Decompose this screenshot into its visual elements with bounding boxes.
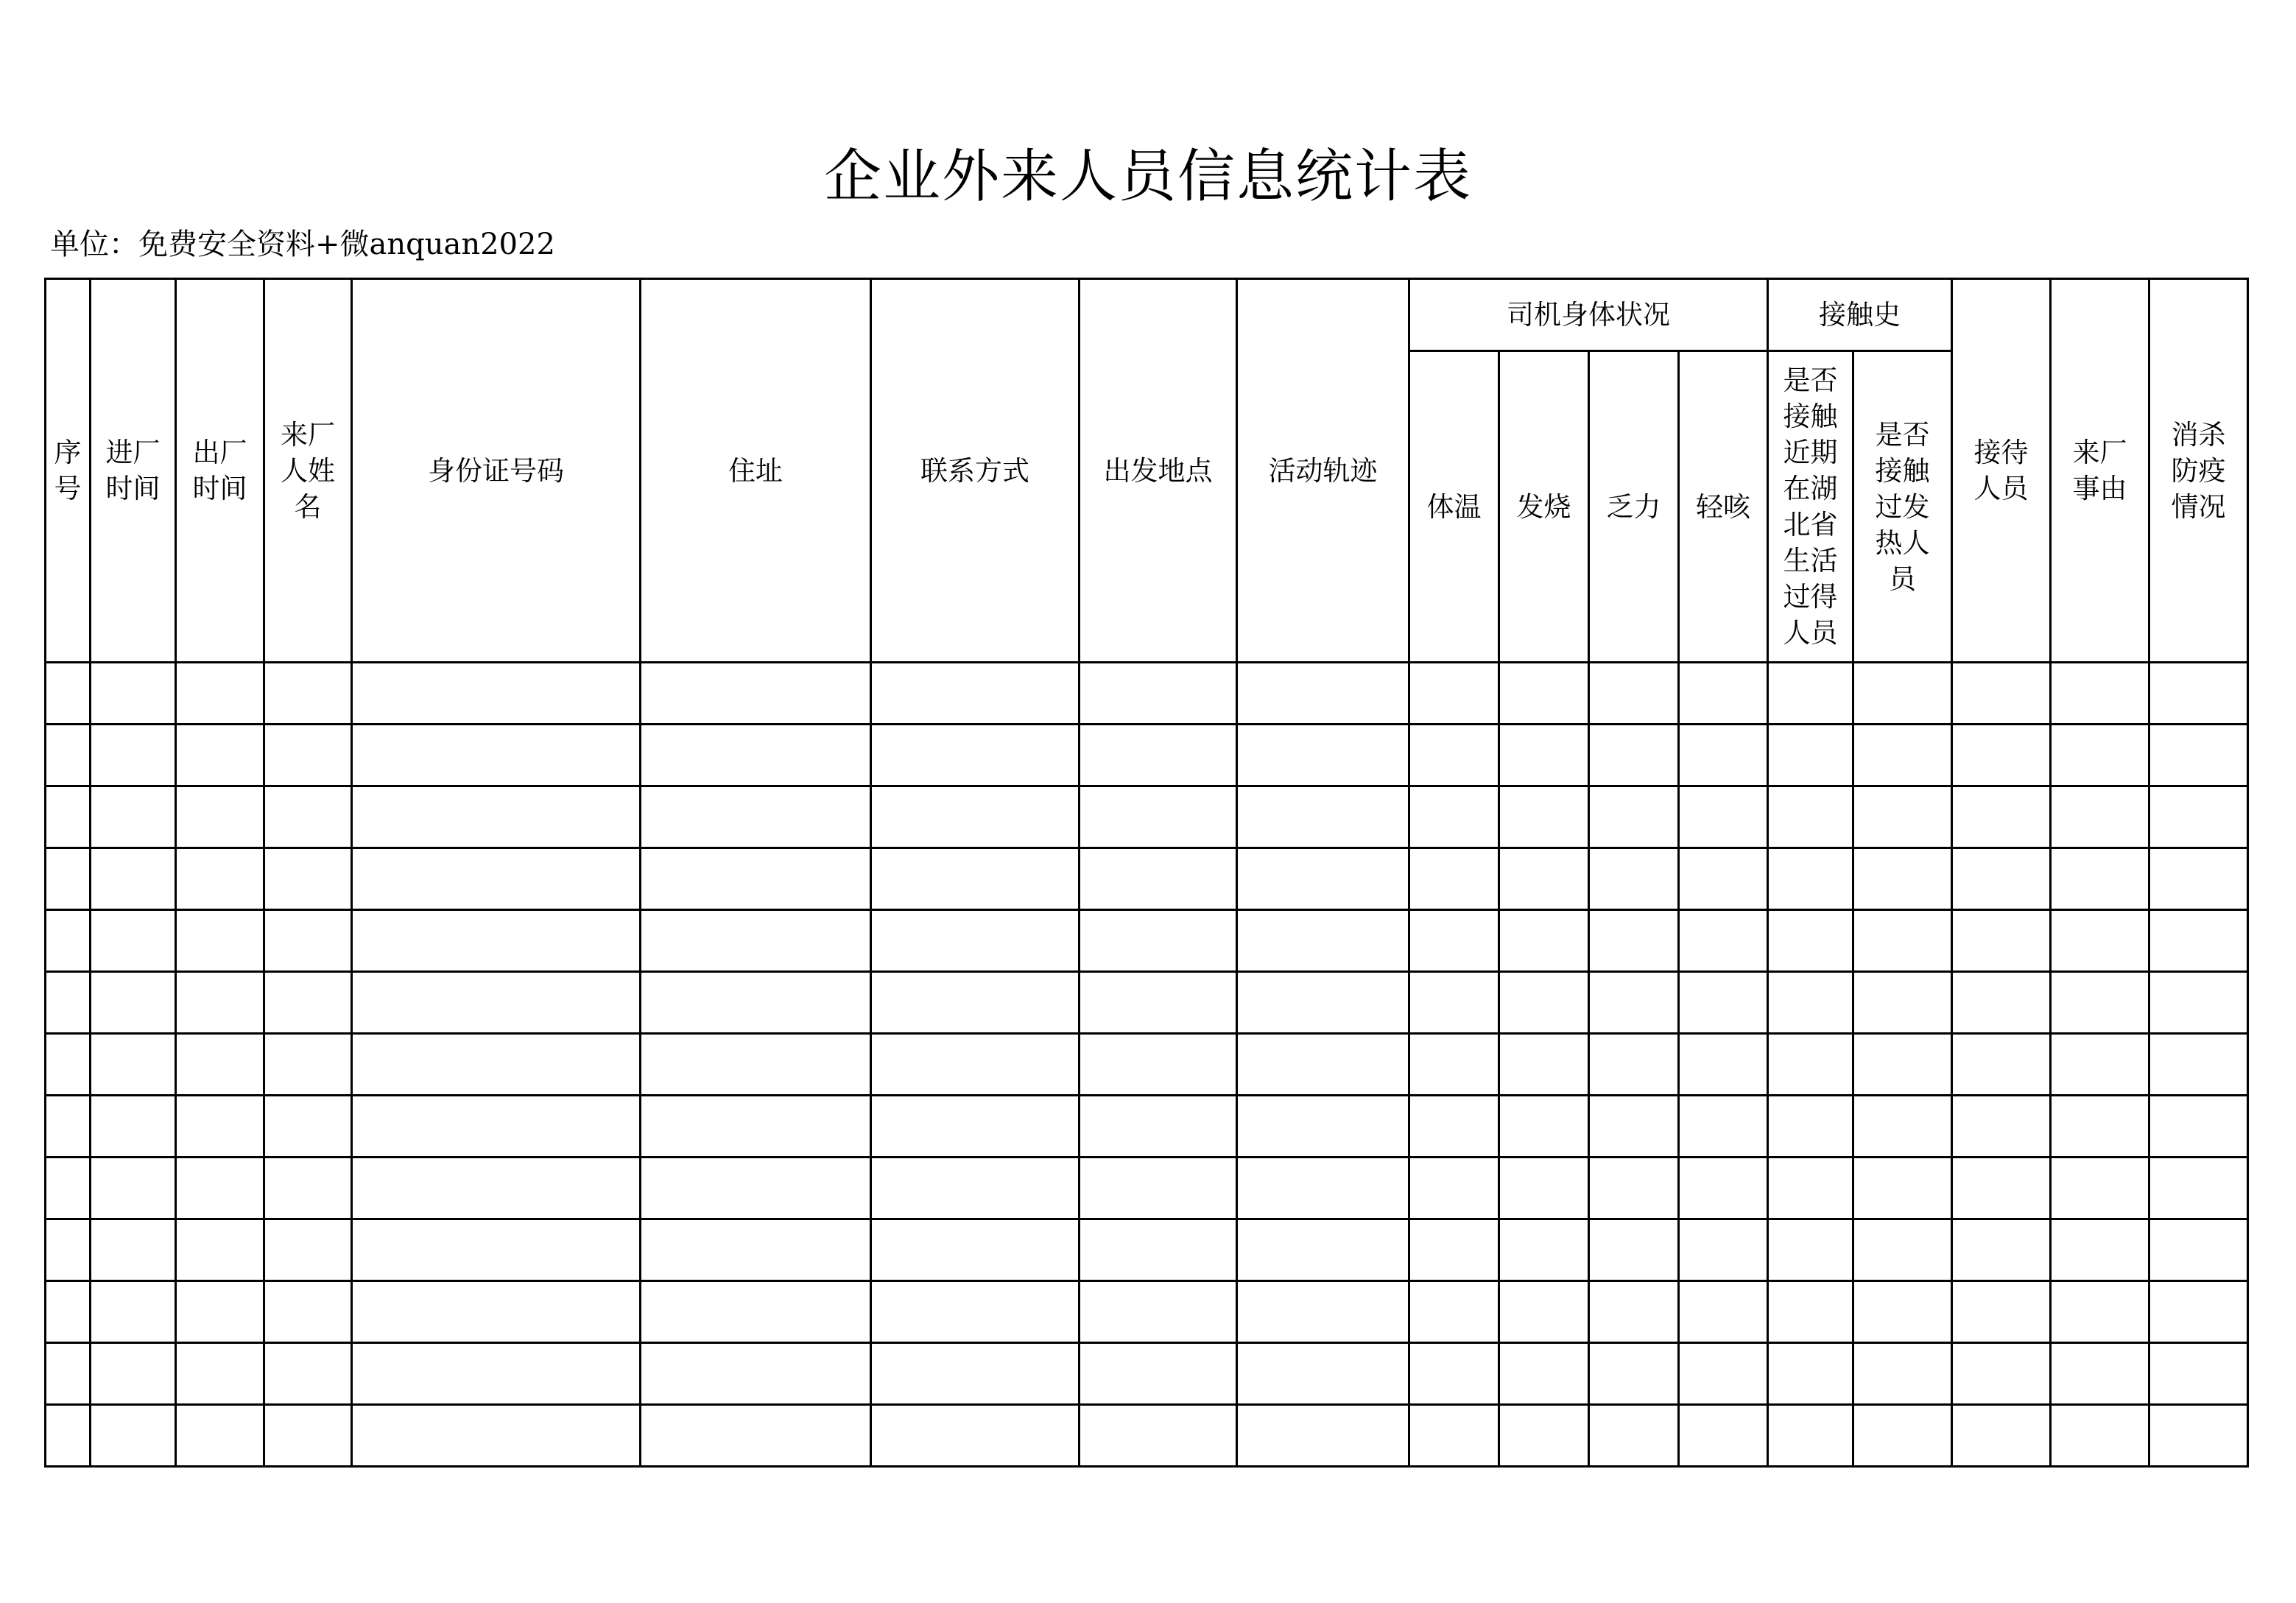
table-cell[interactable] [2051, 725, 2149, 786]
table-cell[interactable] [1679, 663, 1768, 725]
table-cell[interactable] [176, 1343, 264, 1405]
header-trajectory: 活动轨迹 [1237, 279, 1409, 663]
table-cell[interactable] [1080, 910, 1237, 972]
table-cell[interactable] [46, 972, 91, 1034]
table-cell[interactable] [264, 1405, 352, 1467]
table-cell[interactable] [1237, 1034, 1409, 1096]
table-row [46, 1219, 2248, 1281]
table-cell[interactable] [264, 725, 352, 786]
table-cell[interactable] [1679, 786, 1768, 848]
table-cell[interactable] [352, 848, 641, 910]
table-cell[interactable] [352, 1281, 641, 1343]
table-cell[interactable] [641, 1219, 871, 1281]
table-cell[interactable] [1768, 1405, 1853, 1467]
table-cell[interactable] [91, 848, 176, 910]
table-cell[interactable] [352, 663, 641, 725]
table-cell[interactable] [1768, 1158, 1853, 1219]
table-cell[interactable] [2051, 1281, 2149, 1343]
table-cell[interactable] [2149, 786, 2248, 848]
table-cell[interactable] [1499, 910, 1589, 972]
table-cell[interactable] [264, 663, 352, 725]
table-cell[interactable] [871, 972, 1080, 1034]
table-cell[interactable] [1853, 725, 1952, 786]
table-cell[interactable] [871, 1034, 1080, 1096]
table-cell[interactable] [871, 1405, 1080, 1467]
table-cell[interactable] [1080, 786, 1237, 848]
table-cell[interactable] [91, 1096, 176, 1158]
table-cell[interactable] [1237, 848, 1409, 910]
table-cell[interactable] [1952, 848, 2051, 910]
table-cell[interactable] [1952, 1158, 2051, 1219]
table-cell[interactable] [1952, 910, 2051, 972]
table-cell[interactable] [2149, 663, 2248, 725]
table-cell[interactable] [91, 972, 176, 1034]
table-cell[interactable] [2149, 1219, 2248, 1281]
table-cell[interactable] [1589, 1281, 1679, 1343]
table-cell[interactable] [1853, 910, 1952, 972]
table-cell[interactable] [1409, 1219, 1499, 1281]
table-cell[interactable] [1853, 1281, 1952, 1343]
table-cell[interactable] [176, 1096, 264, 1158]
table-cell[interactable] [352, 1405, 641, 1467]
table-cell[interactable] [2149, 1034, 2248, 1096]
table-cell[interactable] [1237, 725, 1409, 786]
table-cell[interactable] [176, 848, 264, 910]
table-cell[interactable] [1237, 663, 1409, 725]
table-cell[interactable] [1237, 1219, 1409, 1281]
table-cell[interactable] [1237, 1343, 1409, 1405]
table-cell[interactable] [1589, 786, 1679, 848]
table-row [46, 848, 2248, 910]
unit-line: 单位：免费安全资料+微anquan2022 [50, 228, 555, 261]
table-cell[interactable] [1853, 1343, 1952, 1405]
table-cell[interactable] [1080, 1405, 1237, 1467]
table-cell[interactable] [91, 910, 176, 972]
table-cell[interactable] [1679, 972, 1768, 1034]
table-cell[interactable] [46, 1405, 91, 1467]
table-cell[interactable] [46, 1281, 91, 1343]
table-row [46, 1281, 2248, 1343]
header-departure: 出发地点 [1080, 279, 1237, 663]
table-cell[interactable] [46, 1034, 91, 1096]
table-cell[interactable] [352, 1343, 641, 1405]
table-cell[interactable] [1409, 725, 1499, 786]
table-cell[interactable] [1237, 1158, 1409, 1219]
table-cell[interactable] [2051, 1034, 2149, 1096]
table-cell[interactable] [1080, 848, 1237, 910]
table-cell[interactable] [264, 1343, 352, 1405]
table-cell[interactable] [1952, 1034, 2051, 1096]
table-cell[interactable] [641, 910, 871, 972]
table-cell[interactable] [1952, 786, 2051, 848]
table-cell[interactable] [46, 786, 91, 848]
table-cell[interactable] [1589, 1343, 1679, 1405]
table-cell[interactable] [1952, 725, 2051, 786]
table-cell[interactable] [1237, 1096, 1409, 1158]
table-cell[interactable] [1679, 1096, 1768, 1158]
table-cell[interactable] [1409, 663, 1499, 725]
header-visitor-name: 来厂 人姓 名 [264, 279, 352, 663]
table-cell[interactable] [1768, 725, 1853, 786]
table-cell[interactable] [91, 1158, 176, 1219]
table-cell[interactable] [2051, 972, 2149, 1034]
table-cell[interactable] [91, 1281, 176, 1343]
table-cell[interactable] [1409, 1281, 1499, 1343]
table-cell[interactable] [176, 1405, 264, 1467]
table-cell[interactable] [352, 1158, 641, 1219]
table-cell[interactable] [1499, 972, 1589, 1034]
table-cell[interactable] [2149, 1405, 2248, 1467]
table-row [46, 1405, 2248, 1467]
table-cell[interactable] [176, 972, 264, 1034]
table-cell[interactable] [1409, 786, 1499, 848]
table-cell[interactable] [176, 1281, 264, 1343]
table-cell[interactable] [1499, 663, 1589, 725]
table-cell[interactable] [1237, 786, 1409, 848]
table-cell[interactable] [1768, 1219, 1853, 1281]
table-cell[interactable] [1409, 1343, 1499, 1405]
table-cell[interactable] [176, 1158, 264, 1219]
table-cell[interactable] [264, 1158, 352, 1219]
header-temperature: 体温 [1409, 351, 1499, 663]
table-cell[interactable] [871, 1096, 1080, 1158]
table-cell[interactable] [1409, 972, 1499, 1034]
table-cell[interactable] [1499, 1343, 1589, 1405]
table-cell[interactable] [46, 910, 91, 972]
table-cell[interactable] [1080, 1034, 1237, 1096]
table-cell[interactable] [2051, 1158, 2149, 1219]
table-cell[interactable] [1853, 848, 1952, 910]
table-cell[interactable] [1499, 725, 1589, 786]
table-row [46, 1343, 2248, 1405]
table-cell[interactable] [1080, 1343, 1237, 1405]
table-cell[interactable] [641, 848, 871, 910]
table-cell[interactable] [641, 1281, 871, 1343]
table-cell[interactable] [871, 848, 1080, 910]
header-fatigue: 乏力 [1589, 351, 1679, 663]
table-row [46, 663, 2248, 725]
table-cell[interactable] [91, 1405, 176, 1467]
table-cell[interactable] [641, 786, 871, 848]
table-cell[interactable] [1952, 1281, 2051, 1343]
table-row [46, 972, 2248, 1034]
table-cell[interactable] [1589, 972, 1679, 1034]
table-cell[interactable] [1499, 1405, 1589, 1467]
table-cell[interactable] [176, 786, 264, 848]
table-cell[interactable] [2149, 972, 2248, 1034]
table-cell[interactable] [1589, 1219, 1679, 1281]
table-cell[interactable] [1853, 1158, 1952, 1219]
table-cell[interactable] [1853, 1405, 1952, 1467]
table-cell[interactable] [352, 786, 641, 848]
table-cell[interactable] [1499, 848, 1589, 910]
table-cell[interactable] [1589, 725, 1679, 786]
table-cell[interactable] [1409, 910, 1499, 972]
table-cell[interactable] [1768, 786, 1853, 848]
table-cell[interactable] [1853, 1096, 1952, 1158]
header-seq: 序 号 [46, 279, 91, 663]
table-cell[interactable] [176, 1034, 264, 1096]
table-cell[interactable] [1080, 972, 1237, 1034]
table-cell[interactable] [1589, 1158, 1679, 1219]
table-cell[interactable] [2149, 1096, 2248, 1158]
table-cell[interactable] [91, 1219, 176, 1281]
table-cell[interactable] [871, 725, 1080, 786]
table-cell[interactable] [1409, 848, 1499, 910]
table-cell[interactable] [641, 972, 871, 1034]
table-cell[interactable] [91, 663, 176, 725]
table-cell[interactable] [352, 1219, 641, 1281]
table-cell[interactable] [1679, 1343, 1768, 1405]
table-cell[interactable] [91, 1343, 176, 1405]
table-cell[interactable] [264, 1281, 352, 1343]
table-cell[interactable] [2051, 1343, 2149, 1405]
table-cell[interactable] [1409, 1096, 1499, 1158]
header-cough: 轻咳 [1679, 351, 1768, 663]
table-cell[interactable] [871, 1158, 1080, 1219]
table-cell[interactable] [1589, 1405, 1679, 1467]
table-cell[interactable] [352, 725, 641, 786]
visitor-info-table [44, 278, 2249, 1468]
table-cell[interactable] [871, 1219, 1080, 1281]
table-cell[interactable] [1679, 848, 1768, 910]
table-cell[interactable] [264, 786, 352, 848]
table-cell[interactable] [1679, 1219, 1768, 1281]
table-cell[interactable] [1409, 1405, 1499, 1467]
table-cell[interactable] [1768, 1096, 1853, 1158]
table-cell[interactable] [871, 1343, 1080, 1405]
table-cell[interactable] [871, 910, 1080, 972]
table-row [46, 786, 2248, 848]
document-title: 企业外来人员信息统计表 [823, 144, 1472, 210]
table-cell[interactable] [1589, 663, 1679, 725]
table-cell[interactable] [1080, 1219, 1237, 1281]
table-cell[interactable] [46, 1219, 91, 1281]
header-row-1 [46, 279, 2248, 351]
table-cell[interactable] [2051, 910, 2149, 972]
table-cell[interactable] [1237, 910, 1409, 972]
table-cell[interactable] [1080, 1281, 1237, 1343]
table-cell[interactable] [1499, 1096, 1589, 1158]
header-hubei-contact: 是否 接触 近期 在湖 北省 生活 过得 人员 [1768, 351, 1853, 663]
header-visit-reason: 来厂 事由 [2051, 279, 2149, 663]
table-cell[interactable] [2149, 1343, 2248, 1405]
table-cell[interactable] [264, 1034, 352, 1096]
table-cell[interactable] [1589, 848, 1679, 910]
table-cell[interactable] [1409, 1034, 1499, 1096]
table-cell[interactable] [1499, 786, 1589, 848]
table-body [46, 663, 2248, 1467]
table-cell[interactable] [2051, 1405, 2149, 1467]
table-cell[interactable] [641, 663, 871, 725]
table-cell[interactable] [1237, 1281, 1409, 1343]
table-cell[interactable] [176, 725, 264, 786]
table-cell[interactable] [352, 1096, 641, 1158]
table-cell[interactable] [2051, 663, 2149, 725]
table-cell[interactable] [2051, 786, 2149, 848]
table-cell[interactable] [1499, 1158, 1589, 1219]
table-cell[interactable] [46, 1343, 91, 1405]
table-cell[interactable] [1679, 1405, 1768, 1467]
table-cell[interactable] [1499, 1219, 1589, 1281]
table-cell[interactable] [1080, 1158, 1237, 1219]
table-cell[interactable] [1679, 725, 1768, 786]
table-cell[interactable] [871, 1281, 1080, 1343]
table-cell[interactable] [641, 725, 871, 786]
table-cell[interactable] [2051, 1096, 2149, 1158]
table-cell[interactable] [1679, 1281, 1768, 1343]
table-cell[interactable] [1952, 1343, 2051, 1405]
table-cell[interactable] [46, 725, 91, 786]
table-row [46, 910, 2248, 972]
table-cell[interactable] [91, 786, 176, 848]
table-cell[interactable] [46, 663, 91, 725]
header-disinfection: 消杀 防疫 情况 [2149, 279, 2248, 663]
table-cell[interactable] [1499, 1281, 1589, 1343]
table-cell[interactable] [1768, 663, 1853, 725]
table-cell[interactable] [1853, 663, 1952, 725]
header-address: 住址 [641, 279, 871, 663]
table-cell[interactable] [352, 910, 641, 972]
header-exit-time: 出厂 时间 [176, 279, 264, 663]
table-cell[interactable] [1768, 1343, 1853, 1405]
table-cell[interactable] [1768, 1034, 1853, 1096]
table-cell[interactable] [2149, 725, 2248, 786]
table-cell[interactable] [1080, 663, 1237, 725]
table-cell[interactable] [1679, 1034, 1768, 1096]
table-cell[interactable] [1768, 972, 1853, 1034]
table-cell[interactable] [2051, 848, 2149, 910]
header-contact-history: 接触史 [1768, 279, 1952, 351]
table-cell[interactable] [1237, 972, 1409, 1034]
table-cell[interactable] [264, 910, 352, 972]
table-cell[interactable] [2051, 1219, 2149, 1281]
table-cell[interactable] [46, 1096, 91, 1158]
table-cell[interactable] [176, 910, 264, 972]
table-cell[interactable] [46, 1158, 91, 1219]
table-row [46, 725, 2248, 786]
header-fever-contact: 是否 接触 过发 热人 员 [1853, 351, 1952, 663]
table-cell[interactable] [1952, 1405, 2051, 1467]
table-cell[interactable] [264, 1219, 352, 1281]
table-cell[interactable] [641, 1343, 871, 1405]
table-cell[interactable] [1853, 786, 1952, 848]
table-cell[interactable] [1768, 848, 1853, 910]
header-id-number: 身份证号码 [352, 279, 641, 663]
table-cell[interactable] [1952, 1219, 2051, 1281]
table-cell[interactable] [1237, 1405, 1409, 1467]
table-cell[interactable] [264, 848, 352, 910]
table-cell[interactable] [1679, 910, 1768, 972]
table-cell[interactable] [641, 1096, 871, 1158]
table-cell[interactable] [1589, 1034, 1679, 1096]
table-cell[interactable] [264, 972, 352, 1034]
table-cell[interactable] [1768, 910, 1853, 972]
table-cell[interactable] [1952, 1096, 2051, 1158]
table-cell[interactable] [1952, 972, 2051, 1034]
table-row [46, 1096, 2248, 1158]
table-cell[interactable] [641, 1034, 871, 1096]
table-cell[interactable] [1853, 1034, 1952, 1096]
table-cell[interactable] [1853, 972, 1952, 1034]
table-cell[interactable] [352, 972, 641, 1034]
header-fever: 发烧 [1499, 351, 1589, 663]
table-cell[interactable] [91, 1034, 176, 1096]
table-cell[interactable] [2149, 1158, 2248, 1219]
table-row [46, 1034, 2248, 1096]
table-cell[interactable] [1679, 1158, 1768, 1219]
table-cell[interactable] [871, 786, 1080, 848]
table-cell[interactable] [2149, 848, 2248, 910]
header-contact: 联系方式 [871, 279, 1080, 663]
table-cell[interactable] [352, 1034, 641, 1096]
table-cell[interactable] [641, 1158, 871, 1219]
table-row [46, 1158, 2248, 1219]
table-cell[interactable] [1952, 663, 2051, 725]
table-cell[interactable] [2149, 910, 2248, 972]
table-cell[interactable] [1409, 1158, 1499, 1219]
table-cell[interactable] [176, 1219, 264, 1281]
header-receiver: 接待 人员 [1952, 279, 2051, 663]
header-entry-time: 进厂 时间 [91, 279, 176, 663]
table-cell[interactable] [1499, 1034, 1589, 1096]
table-cell[interactable] [1589, 1096, 1679, 1158]
table-cell[interactable] [1589, 910, 1679, 972]
table-cell[interactable] [1768, 1281, 1853, 1343]
table-cell[interactable] [641, 1405, 871, 1467]
header-driver-health: 司机身体状况 [1409, 279, 1768, 351]
table-cell[interactable] [46, 848, 91, 910]
table-cell[interactable] [1853, 1219, 1952, 1281]
table-cell[interactable] [1080, 1096, 1237, 1158]
table-cell[interactable] [2149, 1281, 2248, 1343]
table-cell[interactable] [871, 663, 1080, 725]
table-cell[interactable] [176, 663, 264, 725]
table-cell[interactable] [1080, 725, 1237, 786]
table-cell[interactable] [264, 1096, 352, 1158]
table-cell[interactable] [91, 725, 176, 786]
